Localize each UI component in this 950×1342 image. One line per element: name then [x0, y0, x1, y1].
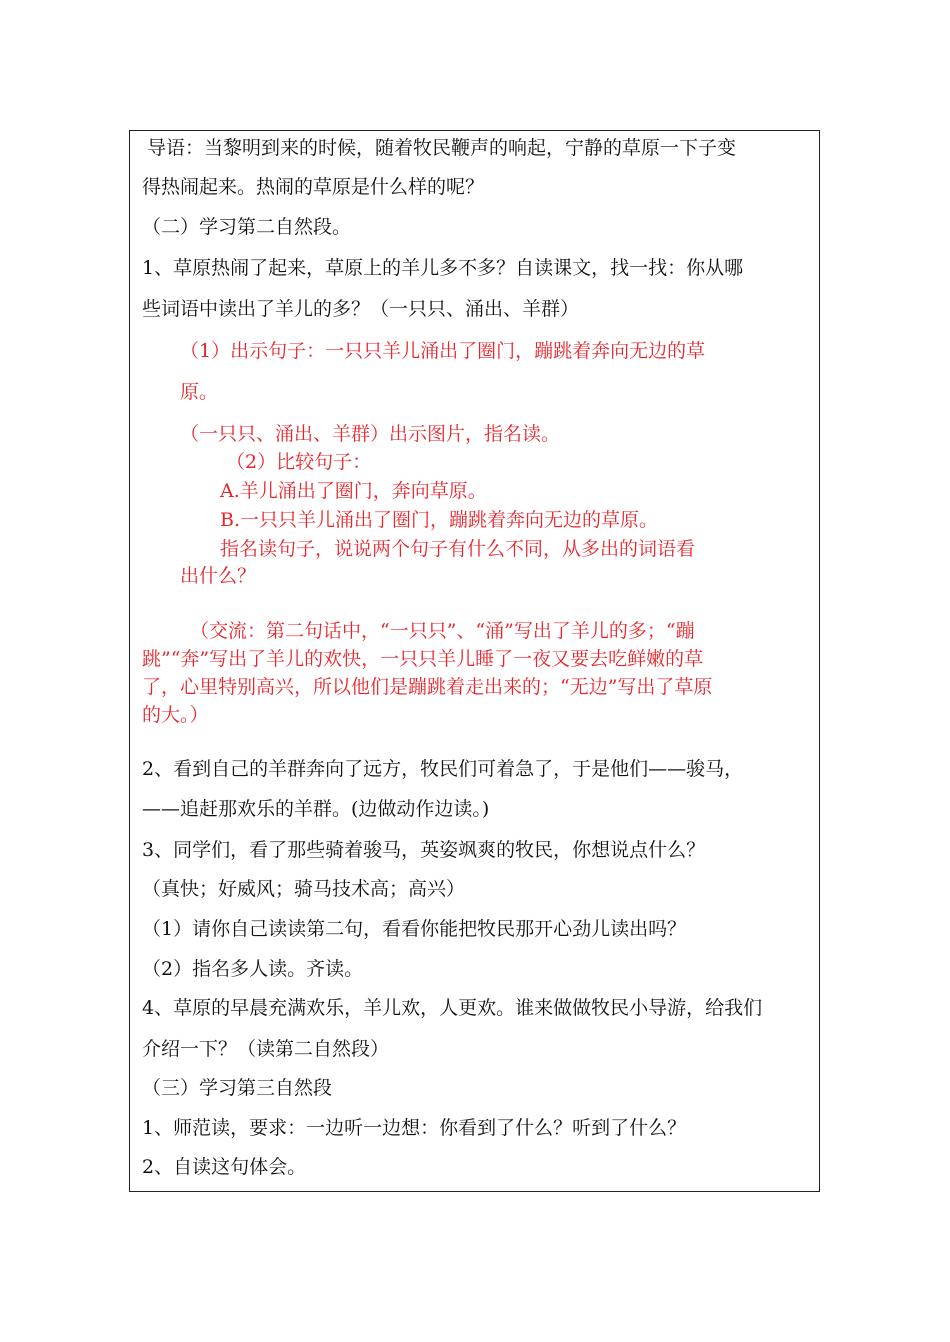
section-heading-2: （二）学习第二自然段。 — [142, 216, 352, 238]
exchange-line-1: （交流：第二句话中，“一只只”、“涌”写出了羊儿的多；“蹦 — [190, 620, 695, 642]
step-1-line-1: 1、草原热闹了起来，草原上的羊儿多不多？自读课文，找一找：你从哪 — [142, 257, 744, 279]
sentence-b: B.一只只羊儿涌出了圈门，蹦跳着奔向无边的草原。 — [220, 509, 659, 531]
section-3-step-1: 1、师范读，要求：一边听一边想：你看到了什么？听到了什么？ — [142, 1117, 687, 1139]
intro-line-1: 导语：当黎明到来的时候，随着牧民鞭声的响起，宁静的草原一下子变 — [147, 137, 737, 159]
show-sentence-line-2: 原。 — [180, 381, 219, 403]
exchange-line-3: 了，心里特别高兴，所以他们是蹦跳着走出来的；“无边”写出了草原 — [142, 676, 713, 698]
section-heading-3: （三）学习第三自然段 — [142, 1077, 333, 1099]
exchange-line-2: 跳”“奔”写出了羊儿的欢快，一只只羊儿睡了一夜又要去吃鲜嫩的草 — [142, 648, 704, 670]
step-3-line-2: （真快；好威风；骑马技术高；高兴） — [142, 878, 466, 900]
intro-line-2: 得热闹起来。热闹的草原是什么样的呢？ — [142, 176, 485, 198]
question-line-1: 指名读句子，说说两个句子有什么不同，从多出的词语看 — [220, 538, 696, 560]
step-2-line-2: ——追赶那欢乐的羊群。(边做动作边读。) — [142, 798, 490, 820]
question-line-2: 出什么？ — [180, 565, 257, 587]
step-3-sub-1: （1）请你自己读读第二句，看看你能把牧民那开心劲儿读出吗？ — [142, 918, 687, 940]
step-4-line-2: 介绍一下？（读第二自然段） — [142, 1038, 390, 1060]
section-3-step-2: 2、自读这句体会。 — [142, 1156, 307, 1178]
step-1-line-2: 些词语中读出了羊儿的多？（一只只、涌出、羊群） — [142, 298, 580, 320]
step-3-sub-2: （2）指名多人读。齐读。 — [142, 958, 364, 980]
show-picture-line: （一只只、涌出、羊群）出示图片，指名读。 — [180, 423, 561, 445]
step-4-line-1: 4、草原的早晨充满欢乐，羊儿欢，人更欢。谁来做做牧民小导游，给我们 — [142, 997, 763, 1019]
exchange-line-4: 的大。） — [142, 704, 209, 726]
compare-heading: （2）比较句子： — [226, 451, 372, 473]
show-sentence-line-1: （1）出示句子：一只只羊儿涌出了圈门，蹦跳着奔向无边的草 — [180, 340, 706, 362]
sentence-a: A.羊儿涌出了圈门，奔向草原。 — [220, 480, 487, 502]
step-3-line-1: 3、同学们，看了那些骑着骏马，英姿飒爽的牧民，你想说点什么？ — [142, 839, 706, 861]
step-2-line-1: 2、看到自己的羊群奔向了远方，牧民们可着急了，于是他们——骏马， — [142, 758, 744, 780]
